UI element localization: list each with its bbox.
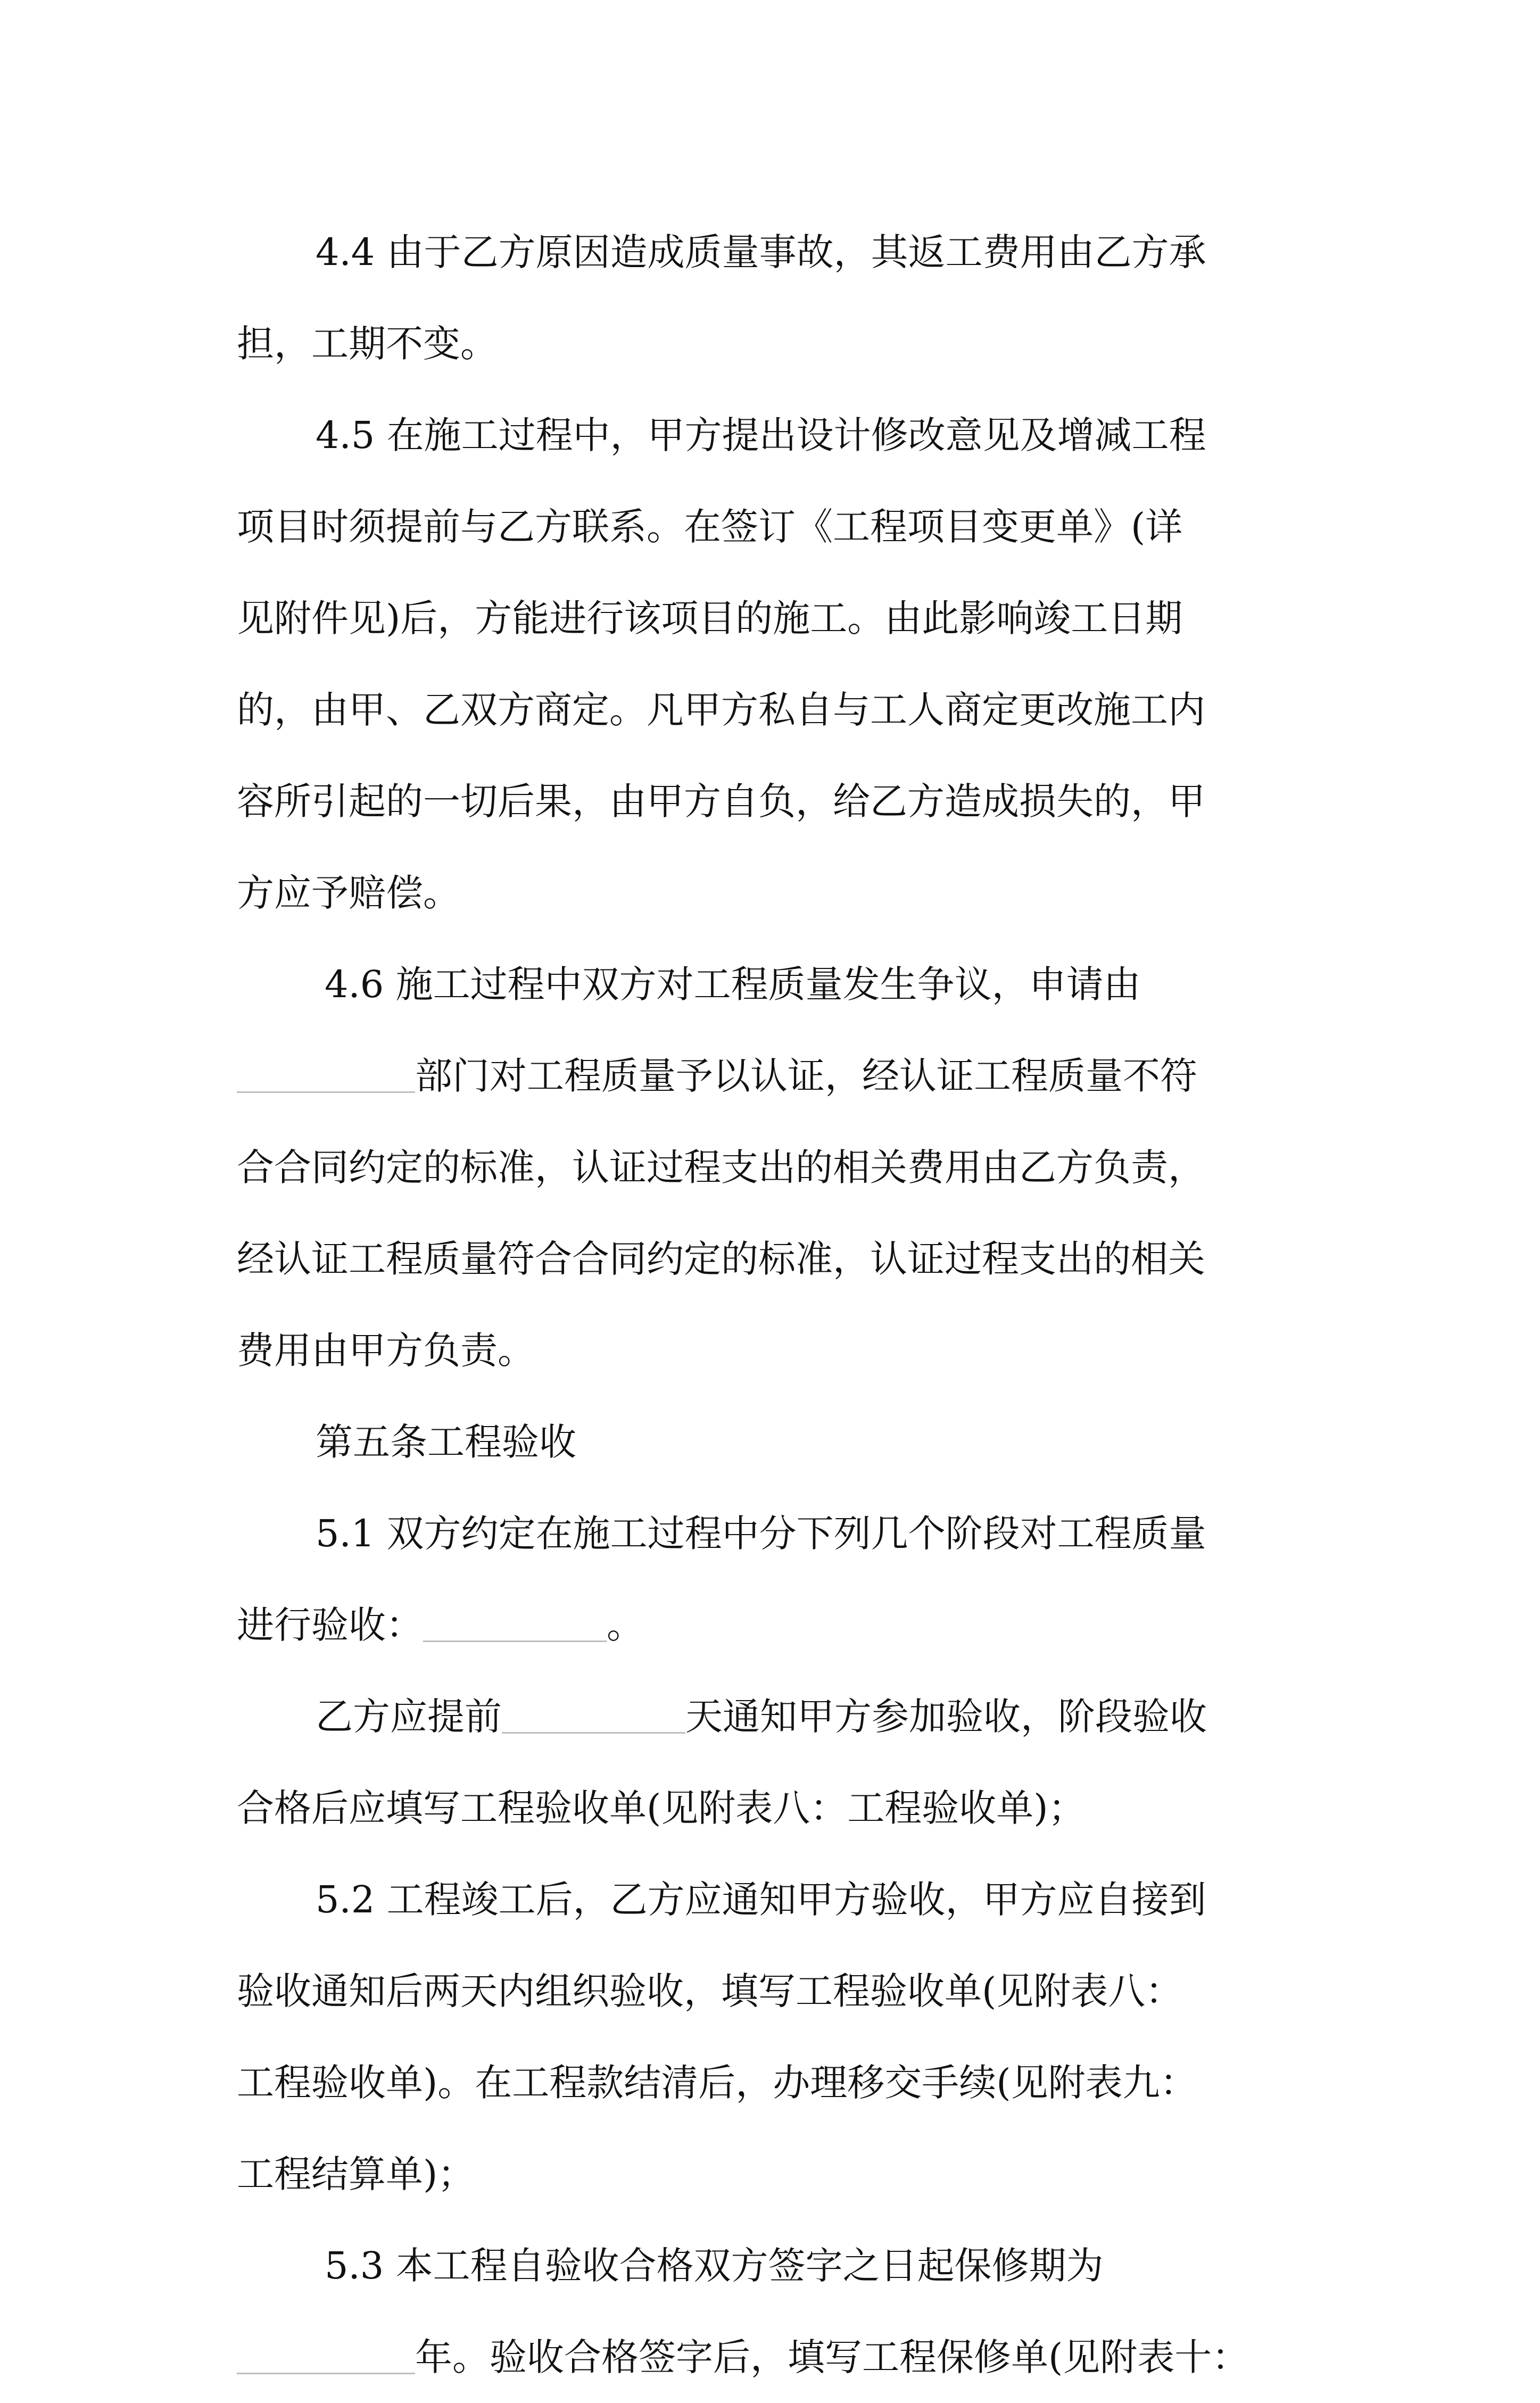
text-line: 费用由甲方负责。 — [237, 1329, 535, 1372]
text-line: 验收通知后两天内组织验收，填写工程验收单(见附表八： — [237, 1969, 1183, 2013]
text-span: 年。验收合格签字后，填写工程保修单(见附表十： — [415, 2335, 1249, 2379]
text-line: 合合同约定的标准，认证过程支出的相关费用由乙方负责， — [237, 1146, 1205, 1189]
text-line: 经认证工程质量符合合同约定的标准，认证过程支出的相关 — [237, 1237, 1205, 1281]
text-line: 担，工期不变。 — [237, 322, 498, 366]
text-line: 工程验收单)。在工程款结清后，办理移交手续(见附表九： — [237, 2061, 1197, 2104]
text-span: 天通知甲方参加验收，阶段验收 — [685, 1695, 1207, 1738]
text-line: 工程结算单)； — [237, 2152, 475, 2196]
text-span: 进行验收： — [237, 1603, 423, 1647]
clause-5-1 — [237, 1488, 1312, 1671]
clause-4-6 — [237, 939, 1312, 1396]
text-line: 见附件见)后，方能进行该项目的施工。由此影响竣工日期 — [237, 596, 1183, 640]
text-span: 。 — [607, 1603, 644, 1647]
text-line: 4.4 由于乙方原因造成质量事故，其返工费用由乙方承 — [316, 230, 1206, 274]
text-span: 乙方应提前 — [316, 1695, 502, 1738]
text-line — [237, 1579, 1312, 1671]
text-line: 5.2 工程竣工后，乙方应通知甲方验收，甲方应自接到 — [316, 1878, 1206, 1921]
text-line: 项目时须提前与乙方联系。在签订《工程项目变更单》(详 — [237, 505, 1183, 549]
fill-blank — [423, 1640, 607, 1642]
text-line: 4.6 施工过程中双方对工程质量发生争议，申请由 — [325, 963, 1141, 1006]
document-page — [237, 206, 1312, 2403]
fill-blank — [237, 1091, 415, 1093]
clause-5-1-notice — [237, 1671, 1312, 1854]
text-line — [237, 1671, 1312, 1762]
section-title: 第五条工程验收 — [316, 1420, 576, 1464]
text-line: 方应予赔偿。 — [237, 871, 460, 915]
clause-4-5 — [237, 390, 1312, 939]
clause-5-3 — [237, 2220, 1312, 2403]
clause-4-4 — [237, 206, 1312, 390]
text-line: 容所引起的一切后果，由甲方自负，给乙方造成损失的，甲 — [237, 780, 1205, 823]
text-span: 部门对工程质量予以认证，经认证工程质量不符 — [415, 1054, 1197, 1098]
text-line: 4.5 在施工过程中，甲方提出设计修改意见及增减工程 — [316, 413, 1206, 457]
text-line: 的，由甲、乙双方商定。凡甲方私自与工人商定更改施工内 — [237, 688, 1205, 732]
clause-5-2 — [237, 1854, 1312, 2220]
fill-blank — [237, 2372, 415, 2374]
article-5-heading — [237, 1396, 1312, 1488]
text-line: 5.1 双方约定在施工过程中分下列几个阶段对工程质量 — [316, 1512, 1206, 1555]
text-line — [237, 2311, 1312, 2403]
fill-blank — [502, 1731, 685, 1734]
text-line — [237, 1030, 1312, 1122]
text-line: 合格后应填写工程验收单(见附表八：工程验收单)； — [237, 1786, 1086, 1830]
text-line: 5.3 本工程自验收合格双方签字之日起保修期为 — [325, 2244, 1104, 2288]
